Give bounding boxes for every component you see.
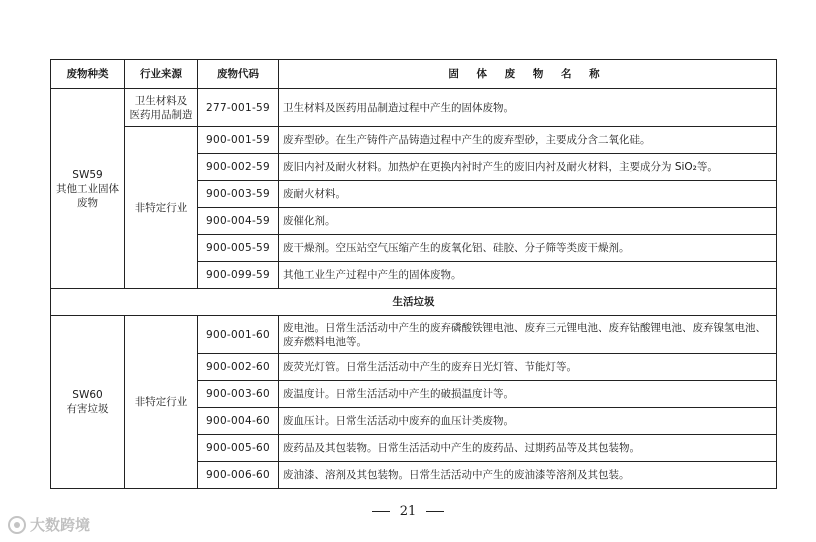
page-number: 21 — [399, 504, 417, 519]
waste-code: 900-005-60 — [198, 435, 279, 462]
category-code: SW59 — [72, 168, 103, 181]
footer-dash-left — [372, 511, 390, 512]
header-waste-code: 废物代码 — [198, 60, 279, 89]
waste-name: 废干燥剂。空压站空气压缩产生的废氧化铝、硅胶、分子筛等类废干燥剂。 — [279, 235, 777, 262]
waste-name: 废荧光灯管。日常生活活动中产生的废弃日光灯管、节能灯等。 — [279, 354, 777, 381]
footer-dash-right — [426, 511, 444, 512]
waste-code: 900-005-59 — [198, 235, 279, 262]
table-row — [51, 316, 777, 354]
watermark-text: 大数跨境 — [30, 516, 91, 534]
category-name: 有害垃圾 — [66, 403, 109, 415]
waste-code: 277-001-59 — [198, 89, 279, 127]
waste-code: 900-001-59 — [198, 127, 279, 154]
watermark-logo-icon — [8, 516, 26, 534]
waste-code: 900-002-60 — [198, 354, 279, 381]
waste-name: 废血压计。日常生活活动中废弃的血压计类废物。 — [279, 408, 777, 435]
solid-waste-table — [50, 59, 777, 489]
waste-name: 废旧内衬及耐火材料。加热炉在更换内衬时产生的废旧内衬及耐火材料，主要成分为 SiO₂等。 — [279, 154, 777, 181]
category-name: 废物 — [77, 196, 98, 209]
header-industry-source: 行业来源 — [125, 60, 198, 89]
header-waste-category: 废物种类 — [51, 60, 125, 89]
industry-label: 卫生材料及 — [134, 94, 188, 107]
industry-label: 医药用品制造 — [129, 108, 193, 121]
category-code: SW60 — [72, 389, 103, 401]
watermark — [8, 514, 90, 535]
category-cell-sw59 — [51, 89, 125, 289]
waste-name: 废催化剂。 — [279, 208, 777, 235]
header-waste-name: 固 体 废 物 名 称 — [279, 60, 777, 89]
waste-code: 900-006-60 — [198, 462, 279, 489]
category-name: 其他工业固体 — [56, 182, 119, 195]
category-cell-sw60 — [51, 316, 125, 489]
industry-cell: 非特定行业 — [125, 127, 198, 289]
waste-name: 废温度计。日常生活活动中产生的破损温度计等。 — [279, 381, 777, 408]
waste-name: 卫生材料及医药用品制造过程中产生的固体废物。 — [279, 89, 777, 127]
industry-cell — [125, 89, 198, 127]
waste-name: 废油漆、溶剂及其包装物。日常生活活动中产生的废油漆等溶剂及其包装。 — [279, 462, 777, 489]
industry-cell: 非特定行业 — [125, 316, 198, 489]
waste-code: 900-003-59 — [198, 181, 279, 208]
table-row — [51, 89, 777, 127]
waste-name: 废药品及其包装物。日常生活活动中产生的废药品、过期药品等及其包装物。 — [279, 435, 777, 462]
section-row — [51, 289, 777, 316]
waste-code: 900-099-59 — [198, 262, 279, 289]
table-row — [51, 127, 777, 154]
table-header-row — [51, 60, 777, 89]
waste-name: 废耐火材料。 — [279, 181, 777, 208]
waste-name: 其他工业生产过程中产生的固体废物。 — [279, 262, 777, 289]
waste-name-line: 废弃燃料电池等。 — [283, 335, 367, 348]
page-footer — [0, 504, 816, 519]
waste-name: 废弃型砂。在生产铸件产品铸造过程中产生的废弃型砂，主要成分含二氧化硅。 — [279, 127, 777, 154]
waste-name — [279, 316, 777, 354]
waste-code: 900-004-60 — [198, 408, 279, 435]
section-title: 生活垃圾 — [51, 289, 777, 316]
waste-name-line: 废电池。日常生活活动中产生的废弃磷酸铁锂电池、废弃三元锂电池、废弃钴酸锂电池、废弃镍氢电池、 — [283, 321, 766, 334]
waste-code: 900-004-59 — [198, 208, 279, 235]
waste-code: 900-002-59 — [198, 154, 279, 181]
waste-code: 900-003-60 — [198, 381, 279, 408]
waste-code: 900-001-60 — [198, 316, 279, 354]
